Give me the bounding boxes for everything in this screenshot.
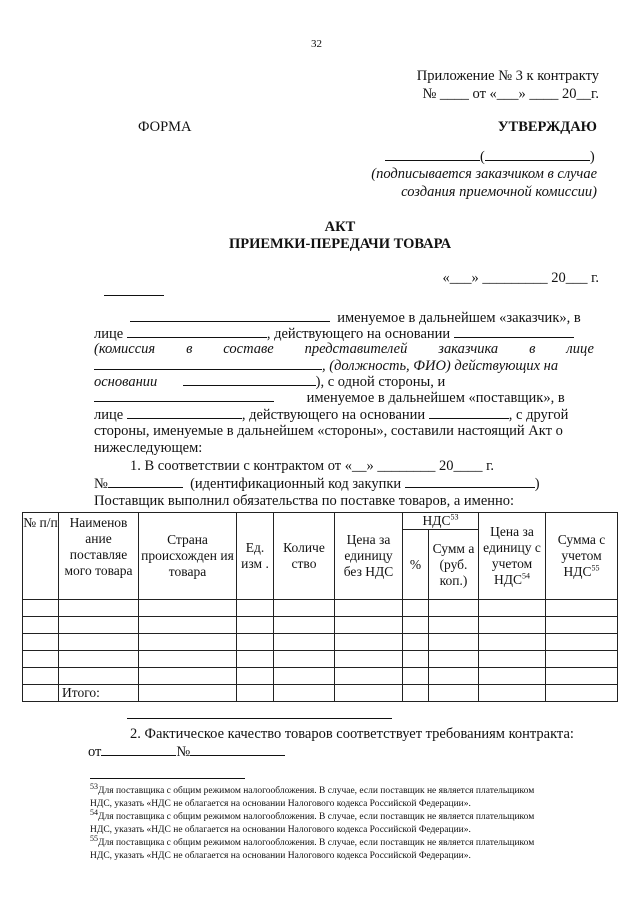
body-line-3: (комиссия в составе представителей заказчика в лице <box>94 341 594 357</box>
page-number: 32 <box>311 38 322 50</box>
separator-line <box>127 718 392 719</box>
footnote-separator <box>90 778 245 779</box>
table-row <box>23 651 618 668</box>
col-name-header: Наименов ание поставляе мого товара <box>59 513 139 600</box>
col-country-header: Страна происхожден ия товара <box>139 513 237 600</box>
act-date: «___» _________ 20___ г. <box>442 270 599 286</box>
paragraph-2-line-2: от № <box>88 743 285 761</box>
col-unit-header: Ед. изм . <box>237 513 274 600</box>
paragraph-1-line-1: 1. В соответствии с контрактом от «__» ________ 20____ г. <box>130 458 495 474</box>
table-row <box>23 668 618 685</box>
approver-signature-line: ( ) <box>385 148 595 166</box>
body-line-4: , (должность, ФИО) действующих на <box>94 357 558 375</box>
footnote-53: $^{53}$Для поставщика с общим режимом налогообложения. В случае, если поставщик не является плательщиком НДС, указать «НДС не облагается на основании Налогового кодекса Российской Федерации». <box>90 781 535 809</box>
body-line-8: стороны, именуемые в дальнейшем «стороны», составили настоящий Акт о <box>94 423 563 439</box>
body-line-6: именуемое в дальнейшем «поставщик», в <box>94 389 565 407</box>
paragraph-1-line-3: Поставщик выполнил обязательства по поставке товаров, а именно: <box>94 493 515 509</box>
col-vat-header: НДС$^{53}$ <box>403 513 479 530</box>
act-title-line-1: АКТ <box>324 219 356 235</box>
body-line-7: лице , действующего на основании , с другой <box>94 407 569 423</box>
approve-label: УТВЕРЖДАЮ <box>497 119 597 135</box>
col-vat-pct-header: % <box>403 530 429 600</box>
paragraph-2-line-1: 2. Фактическое качество товаров соответствует требованиям контракта: <box>130 726 574 742</box>
total-label: Итого: <box>59 685 139 702</box>
col-price-vat-header: Цена за единицу с учетом НДС$^{54}$ <box>479 513 546 600</box>
approve-note-line-2: создания приемочной комиссии) <box>401 184 597 200</box>
appendix-line-1: Приложение № 3 к контракту <box>416 68 599 84</box>
body-line-5: основании ), с одной стороны, и <box>94 374 446 390</box>
footnote-54: $^{54}$Для поставщика с общим режимом налогообложения. В случае, если поставщик не является плательщиком НДС, указать «НДС не облагается на основании Налогового кодекса Российской Федерации». <box>90 807 535 835</box>
act-title-line-2: ПРИЕМКИ-ПЕРЕДАЧИ ТОВАРА <box>228 236 452 252</box>
appendix-line-2: № ____ от «___» ____ 20__г. <box>422 86 599 102</box>
col-qty-header: Количе ство <box>274 513 335 600</box>
paragraph-1-line-2: № (идентификационный код закупки ) <box>94 476 540 492</box>
footnote-55: $^{55}$Для поставщика с общим режимом налогообложения. В случае, если поставщик не является плательщиком НДС, указать «НДС не облагается на основании Налогового кодекса Российской Федерации». <box>90 833 535 861</box>
col-no-header: № п/п <box>23 513 59 600</box>
body-line-1: именуемое в дальнейшем «заказчик», в <box>130 309 581 327</box>
col-vat-sum-header: Сумм а (руб. коп.) <box>429 530 479 600</box>
table-row <box>23 634 618 651</box>
place-line <box>104 283 164 301</box>
body-line-9: нижеследующем: <box>94 440 203 456</box>
table-row <box>23 617 618 634</box>
approve-note-line-1: (подписывается заказчиком в случае <box>371 166 597 182</box>
table-row <box>23 600 618 617</box>
col-price-header: Цена за единицу без НДС <box>335 513 403 600</box>
forma-label: ФОРМА <box>138 119 192 135</box>
total-row <box>23 685 618 702</box>
goods-table <box>22 512 618 702</box>
col-sum-vat-header: Сумма с учетом НДС$^{55}$ <box>546 513 618 600</box>
body-line-2: лице , действующего на основании <box>94 325 574 343</box>
